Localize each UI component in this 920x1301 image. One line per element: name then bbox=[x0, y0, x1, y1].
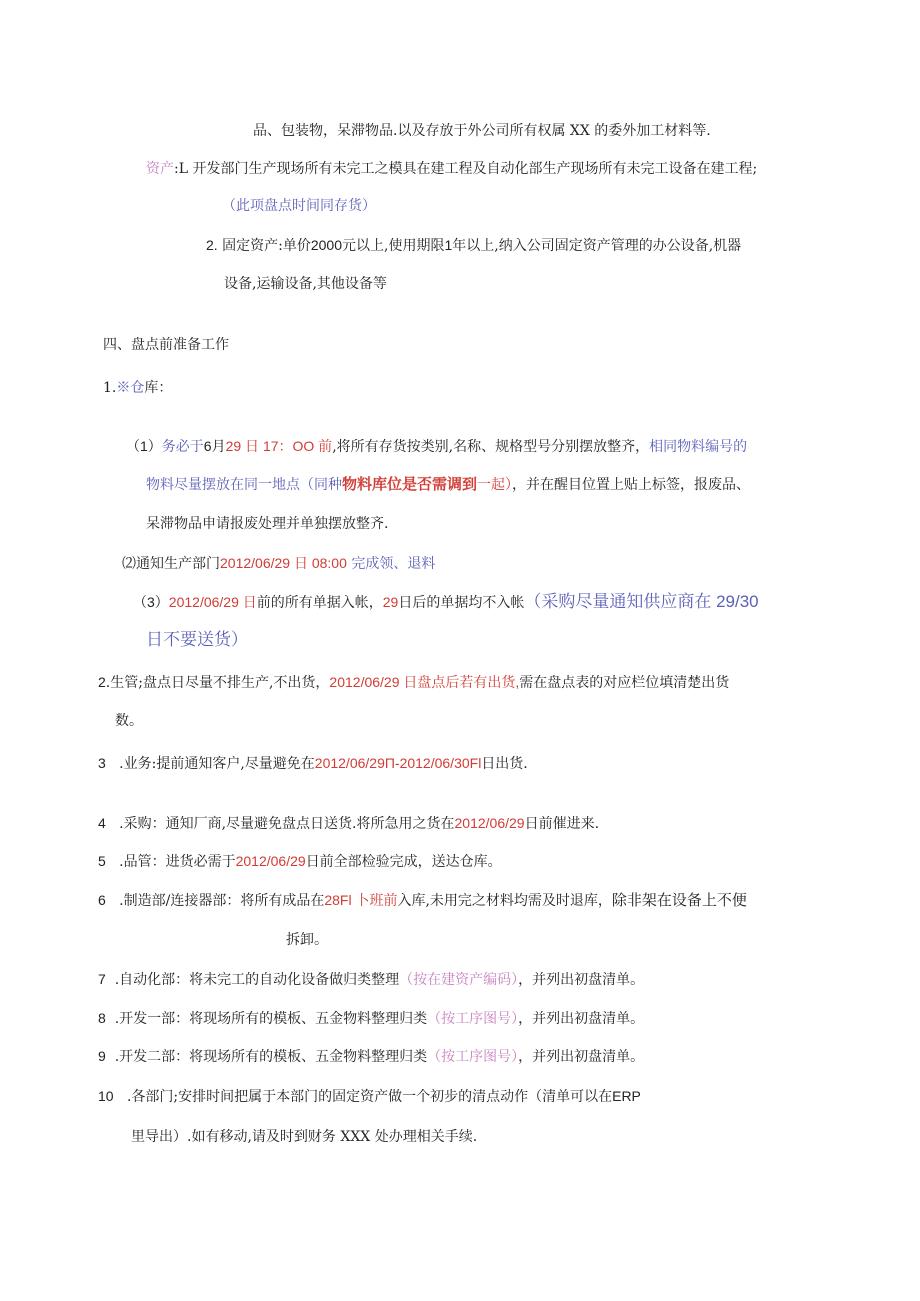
item-8: 8 .开发一部：将现场所有的模板、五金物料整理归类（按工序图号），并列出初盘清单。 bbox=[98, 1010, 645, 1027]
item-5: 5 .品管：进货必需于2012/06/29日前全部检验完成，送达仓库。 bbox=[98, 853, 502, 870]
item-4: 4 .采购：通知厂商,尽量避免盘点日送货.将所急用之货在2012/06/29日前催进来. bbox=[98, 815, 600, 832]
item-10-cont: 里导出）.如有移动,请及时到财务 XXX 处办理相关手续. bbox=[131, 1129, 478, 1145]
line-fixed-assets-cont: 设备,运输设备,其他设备等 bbox=[224, 276, 387, 292]
item-6: 6 .制造部/连接器部：将所有成品在28Fl 卜班前入库,未用完之材料均需及时退库，除非架在设备上不便 bbox=[98, 891, 747, 909]
item-1-1-cont: 物料尽量摆放在同一地点（同种物料库位是否需调到一起），并在醒目位置上贴上标签，报废品、 bbox=[146, 476, 751, 493]
item-1-1: （1）务必于6月29 日 17：OO 前,将所有存货按类别,名称、规格型号分别摆放整齐，相同物料编号的 bbox=[126, 438, 748, 455]
item-7: 7 .自动化部：将未完工的自动化设备做归类整理（按在建资产编码），并列出初盘清单。 bbox=[98, 971, 645, 988]
item-1-3: （3）2012/06/29 日前的所有单据入帐，29日后的单据均不入帐（采购尽量通知供应商在 29/30 bbox=[133, 592, 759, 611]
item-1-2: ⑵通知生产部门2012/06/29 日 08:00 完成领、退料 bbox=[122, 555, 436, 572]
item-2: 2.生管;盘点日尽量不排生产,不出货，2012/06/29 日盘点后若有出货,需在盘点表的对应栏位填清楚出货 bbox=[98, 674, 730, 691]
item-1-3-cont: 日不要送货） bbox=[146, 630, 248, 649]
item-1-warehouse: 1.※仓库： bbox=[103, 380, 173, 396]
section-heading-4: 四、盘点前准备工作 bbox=[103, 337, 229, 353]
item-6-cont: 拆卸。 bbox=[286, 932, 328, 948]
item-1-1-cont2: 呆滞物品申请报废处理并单独摆放整齐. bbox=[146, 516, 389, 532]
item-10: 10 .各部门;安排时间把属于本部门的固定资产做一个初步的清点动作（清单可以在ERP bbox=[98, 1088, 641, 1105]
line-fixed-assets: 2. 固定资产:单价2000元以上,使用期限1年以上,纳入公司固定资产管理的办公设备,机器 bbox=[206, 237, 742, 254]
line-construction: 资产:L 开发部门生产现场所有未完工之模具在建工程及自动化部生产现场所有未完工设备在建工程; bbox=[146, 161, 758, 177]
item-2-cont: 数。 bbox=[115, 713, 143, 729]
line-note-same-time: （此项盘点时间同存货） bbox=[222, 198, 376, 214]
item-3: 3 .业务:提前通知客户,尽量避免在2012/06/29П-2012/06/30Fl日出货. bbox=[98, 755, 528, 772]
line-materials: 品、包装物，呆滞物品.以及存放于外公司所有权属 XX 的委外加工材料等. bbox=[253, 123, 711, 139]
item-9: 9 .开发二部：将现场所有的模板、五金物料整理归类（按工序图号），并列出初盘清单。 bbox=[98, 1048, 645, 1065]
